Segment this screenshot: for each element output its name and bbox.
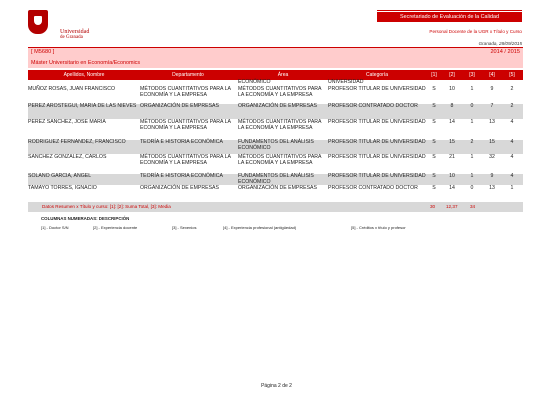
total-2: 12,37 <box>446 204 458 209</box>
table-row <box>28 174 523 185</box>
cell-name: TAMAYO TORRES, IGNACIO <box>28 185 97 191</box>
cell-c2: 8 <box>450 103 454 109</box>
totals-row <box>28 202 523 212</box>
legend-item: [2] - Experiencia docente <box>93 225 138 230</box>
title-bar-rule <box>377 10 522 11</box>
cell-c1: S <box>432 173 436 179</box>
cell-cat: PROFESOR CONTRATADO DOCTOR <box>328 103 418 109</box>
university-logo <box>28 10 98 38</box>
cell-c2: 15 <box>449 139 455 145</box>
cell-c4: 7 <box>490 103 494 109</box>
cell-c5: 2 <box>510 86 514 92</box>
cell-cat: PROFESOR TITULAR DE UNIVERSIDAD <box>328 86 426 92</box>
legend-item: [5] - Créditos x título y profesor <box>351 225 406 230</box>
cell-area: FUNDAMENTOS DEL ANÁLISIS ECONÓMICO <box>238 139 314 151</box>
col-2: [2] <box>449 72 455 78</box>
cell-c3: 0 <box>470 185 474 191</box>
cell-dept: MÉTODOS CUANTITATIVOS PARA LA ECONOMÍA Y LA EMPRESA <box>140 86 231 98</box>
col-5: [5] <box>509 72 515 78</box>
cell-area: ECONÓMICO <box>238 79 271 85</box>
cell-dept: MÉTODOS CUANTITATIVOS PARA LA ECONOMÍA Y LA EMPRESA <box>140 154 231 166</box>
cell-c3: 2 <box>470 139 474 145</box>
cell-c2: 14 <box>449 185 455 191</box>
logo-text <box>60 29 89 41</box>
cell-area: MÉTODOS CUANTITATIVOS PARA LA ECONOMÍA Y LA EMPRESA <box>238 154 322 166</box>
legend-item: [1] - Doctor S/N <box>41 225 69 230</box>
cell-c5: 4 <box>510 173 514 179</box>
totals-label: Datos Resumen x Título y curso: [1]: [2]: Suma Total, [3]: Media <box>42 204 171 209</box>
cell-area: MÉTODOS CUANTITATIVOS PARA LA ECONOMÍA Y LA EMPRESA <box>238 86 322 98</box>
cell-c4: 15 <box>489 139 495 145</box>
table-row <box>28 104 523 119</box>
university-crest-icon <box>28 10 48 34</box>
cell-cat: PROFESOR CONTRATADO DOCTOR <box>328 185 418 191</box>
cell-c1: S <box>432 86 436 92</box>
table-row <box>28 140 523 154</box>
master-name: Máster Universitario en Economía/Economics <box>31 60 141 66</box>
cell-c5: 4 <box>510 119 514 125</box>
legend-item: [3] - Sexenios <box>172 225 197 230</box>
report-date: Granada, 28/09/2015 <box>478 41 522 46</box>
cell-c2: 10 <box>449 173 455 179</box>
cell-c5: 1 <box>510 185 514 191</box>
total-3: 34 <box>470 204 476 209</box>
page-number: Página 2 de 2 <box>261 383 292 389</box>
cell-area: ORGANIZACIÓN DE EMPRESAS <box>238 103 317 109</box>
cell-c3: 1 <box>470 173 474 179</box>
col-4: [4] <box>489 72 495 78</box>
cell-name: PEREZ AROSTEGUI, MARIA DE LAS NIEVES <box>28 103 137 109</box>
table-row <box>28 120 523 139</box>
cell-name: RODRIGUEZ FERNANDEZ, FRANCISCO <box>28 139 126 145</box>
cell-c4: 9 <box>490 86 494 92</box>
table-row <box>28 155 523 173</box>
cell-cat: PROFESOR TITULAR DE UNIVERSIDAD <box>328 173 426 179</box>
title-bar: Secretariado de Evaluación de la Calidad <box>377 12 522 22</box>
cell-area: ORGANIZACIÓN DE EMPRESAS <box>238 185 317 191</box>
cell-c5: 4 <box>510 154 514 160</box>
cell-c3: 1 <box>470 119 474 125</box>
col-area: Área <box>277 72 289 78</box>
cell-dept: ORGANIZACIÓN DE EMPRESAS <box>140 185 219 191</box>
cell-c5: 2 <box>510 103 514 109</box>
total-1: 30 <box>430 204 436 209</box>
cell-c4: 13 <box>489 119 495 125</box>
cell-c2: 10 <box>449 86 455 92</box>
cell-cat: PROFESOR TITULAR DE UNIVERSIDAD <box>328 119 426 125</box>
cell-c1: S <box>432 185 436 191</box>
cell-c3: 1 <box>470 154 474 160</box>
cell-area: MÉTODOS CUANTITATIVOS PARA LA ECONOMÍA Y LA EMPRESA <box>238 119 322 131</box>
table-header <box>28 70 523 80</box>
col-dept: Departamento <box>172 72 204 78</box>
col-name: Apellidos, Nombre <box>63 72 105 78</box>
logo-line1: Universidad <box>60 29 90 35</box>
table-row <box>28 186 523 200</box>
col-3: [3] <box>469 72 475 78</box>
cell-name: MUÑOZ ROSAS, JUAN FRANCISCO <box>28 86 116 92</box>
report-subtitle: Personal Docente de la UGR x Título y Curso <box>429 29 522 34</box>
col-1: [1] <box>431 72 437 78</box>
cell-c3: 0 <box>470 103 474 109</box>
cell-c2: 21 <box>449 154 455 160</box>
cell-dept: ORGANIZACIÓN DE EMPRESAS <box>140 103 219 109</box>
cell-dept: MÉTODOS CUANTITATIVOS PARA LA ECONOMÍA Y LA EMPRESA <box>140 119 231 131</box>
cell-cat: PROFESOR TITULAR DE UNIVERSIDAD <box>328 154 426 160</box>
table-row <box>28 87 523 103</box>
cell-c4: 9 <box>490 173 494 179</box>
master-title <box>28 58 523 68</box>
cell-c4: 13 <box>489 185 495 191</box>
cell-area: FUNDAMENTOS DEL ANÁLISIS ECONÓMICO <box>238 173 314 185</box>
cell-c3: 1 <box>470 86 474 92</box>
cell-c1: S <box>432 154 436 160</box>
col-cat: Categoría <box>366 72 388 78</box>
cell-c4: 32 <box>489 154 495 160</box>
cell-name: PEREZ SANCHEZ, JOSE MARIA <box>28 119 106 125</box>
program-code: [ M5680 ] <box>31 49 55 55</box>
cell-dept: TEORÍA E HISTORIA ECONÓMICA <box>140 139 223 145</box>
legend-item: [4] - Experiencia profesional (antigüedad) <box>223 225 297 230</box>
cell-c1: S <box>432 103 436 109</box>
cell-c1: S <box>432 139 436 145</box>
cell-c1: S <box>432 119 436 125</box>
legend-title: COLUMNAS NUMERADAS: DESCRIPCIÓN <box>41 216 130 221</box>
cell-name: SANCHEZ GONZALEZ, CARLOS <box>28 154 107 160</box>
logo-line2: de Granada <box>60 35 83 40</box>
academic-year: 2014 / 2015 <box>490 49 520 55</box>
cell-cat: PROFESOR TITULAR DE UNIVERSIDAD <box>328 139 426 145</box>
cell-cat: UNIVERSIDAD <box>328 79 364 85</box>
cell-c5: 4 <box>510 139 514 145</box>
cell-c2: 14 <box>449 119 455 125</box>
cell-name: SOLANO GARCIA, ANGEL <box>28 173 92 179</box>
cell-dept: TEORÍA E HISTORIA ECONÓMICA <box>140 173 223 179</box>
